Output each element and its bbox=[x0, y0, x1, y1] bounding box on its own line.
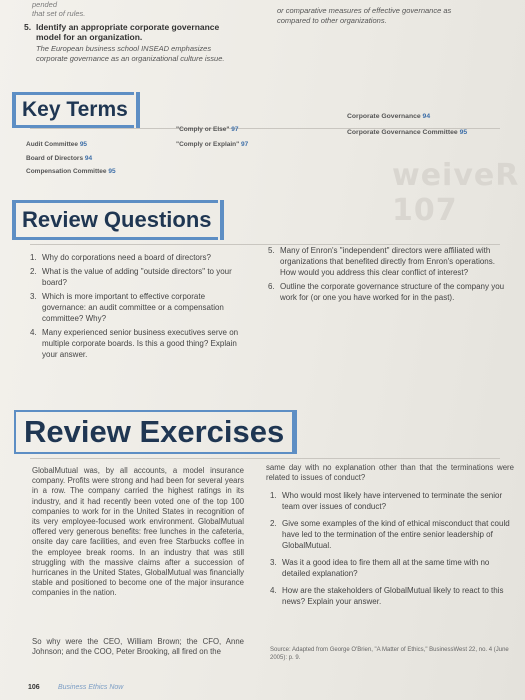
objective-text-line2: model for an organization. bbox=[36, 32, 143, 42]
objective-sub2: corporate governance as an organizational culture issue. bbox=[36, 54, 225, 63]
objective-text-line1: Identify an appropriate corporate governance bbox=[36, 22, 220, 32]
question-number: 4. bbox=[270, 586, 277, 595]
question-text: Outline the corporate governance structure of the company you work for (or one you have worked for in the past). bbox=[280, 282, 505, 302]
top-right-line2: compared to other organizations. bbox=[277, 16, 387, 25]
question-number: 3. bbox=[30, 292, 37, 301]
review-exercises-heading: Review Exercises bbox=[14, 410, 297, 454]
exercise-question-2 bbox=[270, 518, 514, 551]
term-label: Audit Committee bbox=[26, 141, 78, 148]
question-text: Many of Enron's "independent" directors were affiliated with organizations that benefited directly from Enron's operations. How would you address this clear conflict of interest? bbox=[280, 246, 495, 277]
review-questions-right-list bbox=[268, 245, 513, 306]
question-number: 3. bbox=[270, 558, 277, 567]
question-3 bbox=[30, 291, 248, 324]
term-corporate-governance-committee bbox=[347, 129, 467, 136]
term-page: 95 bbox=[108, 168, 116, 175]
key-terms-heading: Key Terms bbox=[12, 92, 134, 128]
term-page: 94 bbox=[422, 113, 431, 120]
question-number: 1. bbox=[30, 253, 37, 262]
question-text: Give some examples of the kind of ethical misconduct that could have led to the termination of the entire senior leadership of GlobalMutual. bbox=[282, 519, 510, 550]
exercise-question-3 bbox=[270, 557, 514, 579]
objective-sub1: The European business school INSEAD emphasizes bbox=[36, 44, 212, 53]
question-4 bbox=[30, 327, 248, 360]
term-page: 97 bbox=[241, 141, 249, 148]
top-left-line1: pended bbox=[32, 0, 58, 9]
term-label: Corporate Governance Committee bbox=[347, 129, 458, 136]
page-number: 106 bbox=[28, 684, 40, 691]
question-text: How are the stakeholders of GlobalMutual likely to react to this news? Explain your answer. bbox=[282, 586, 504, 606]
top-right-line1: or comparative measures of effective governance as bbox=[277, 6, 452, 15]
question-5 bbox=[268, 245, 513, 278]
term-corporate-governance bbox=[347, 113, 430, 120]
term-page: 97 bbox=[231, 126, 239, 133]
term-page: 94 bbox=[84, 155, 93, 162]
exercise-question-1 bbox=[270, 490, 514, 512]
top-left-line2: that set of rules. bbox=[32, 9, 86, 18]
question-text: Who would most likely have intervened to terminate the senior team over issues of conduct? bbox=[282, 491, 503, 511]
question-number: 2. bbox=[30, 267, 37, 276]
question-text: What is the value of adding "outside directors" to your board? bbox=[42, 267, 232, 287]
term-board-of-directors bbox=[26, 155, 92, 162]
question-6 bbox=[268, 281, 513, 303]
question-text: Why do corporations need a board of directors? bbox=[42, 253, 211, 262]
question-text: Which is more important to effective corporate governance: an audit committee or a compensation committee? Why? bbox=[42, 292, 224, 323]
question-number: 2. bbox=[270, 519, 277, 528]
question-text: Many experienced senior business executives serve on multiple corporate boards. Is this a good thing? Explain your answer. bbox=[42, 328, 239, 359]
term-comply-or-else bbox=[176, 126, 239, 133]
review-exercises-divider bbox=[30, 458, 500, 459]
exercise-case-paragraph: GlobalMutual was, by all accounts, a model insurance company. Profits were strong and had been for several years in a row. The company carried the highest ratings in its industry, and it had recently been voted one of the top 100 companies to work for in the United States in recognition of its very employee-focused work environment. GlobalMutual offered very generous benefits: free lunches in the cafeteria, onsite day care facilities, and even free Starbucks coffee in the employee break rooms. In an industry that was still struggling with the massive claims after a succession of hurricanes in the United States, GlobalMutual was financially stable and positioned to become one of the major insurance companies in the nation. bbox=[32, 466, 244, 598]
book-title: Business Ethics Now bbox=[58, 684, 124, 691]
term-page: 95 bbox=[459, 129, 468, 136]
exercise-case-paragraph-2: So why were the CEO, William Brown; the CFO, Anne Johnson; and the COO, Peter Brooking, all fired on the bbox=[32, 637, 244, 657]
question-number: 1. bbox=[270, 491, 277, 500]
question-text: Was it a good idea to fire them all at the same time with no detailed explanation? bbox=[282, 558, 490, 578]
review-questions-heading: Review Questions bbox=[12, 200, 218, 240]
term-compensation-committee bbox=[26, 168, 116, 175]
exercise-question-4 bbox=[270, 585, 514, 607]
exercise-questions-list bbox=[270, 490, 514, 610]
term-label: Corporate Governance bbox=[347, 113, 421, 120]
term-page: 95 bbox=[79, 141, 88, 148]
source-citation: Source: Adapted from George O'Brien, "A Matter of Ethics," BusinessWest 22, no. 4 (June 2005): p. 9. bbox=[270, 647, 509, 661]
question-2 bbox=[30, 266, 248, 288]
term-audit-committee bbox=[26, 141, 87, 148]
question-number: 5. bbox=[268, 246, 275, 255]
term-label: "Comply or Else" bbox=[176, 126, 230, 133]
question-number: 6. bbox=[268, 282, 275, 291]
objective-number: 5. bbox=[24, 22, 32, 32]
question-1 bbox=[30, 252, 248, 263]
term-comply-or-explain bbox=[176, 141, 248, 148]
show-through-text: weiveR 107 bbox=[392, 158, 520, 228]
review-questions-left-list bbox=[30, 252, 248, 363]
question-number: 4. bbox=[30, 328, 37, 337]
term-label: "Comply or Explain" bbox=[176, 141, 240, 148]
exercise-intro: same day with no explanation other than that the terminations were related to issues of conduct? bbox=[266, 463, 514, 483]
term-label: Compensation Committee bbox=[26, 168, 107, 175]
term-label: Board of Directors bbox=[26, 155, 84, 162]
